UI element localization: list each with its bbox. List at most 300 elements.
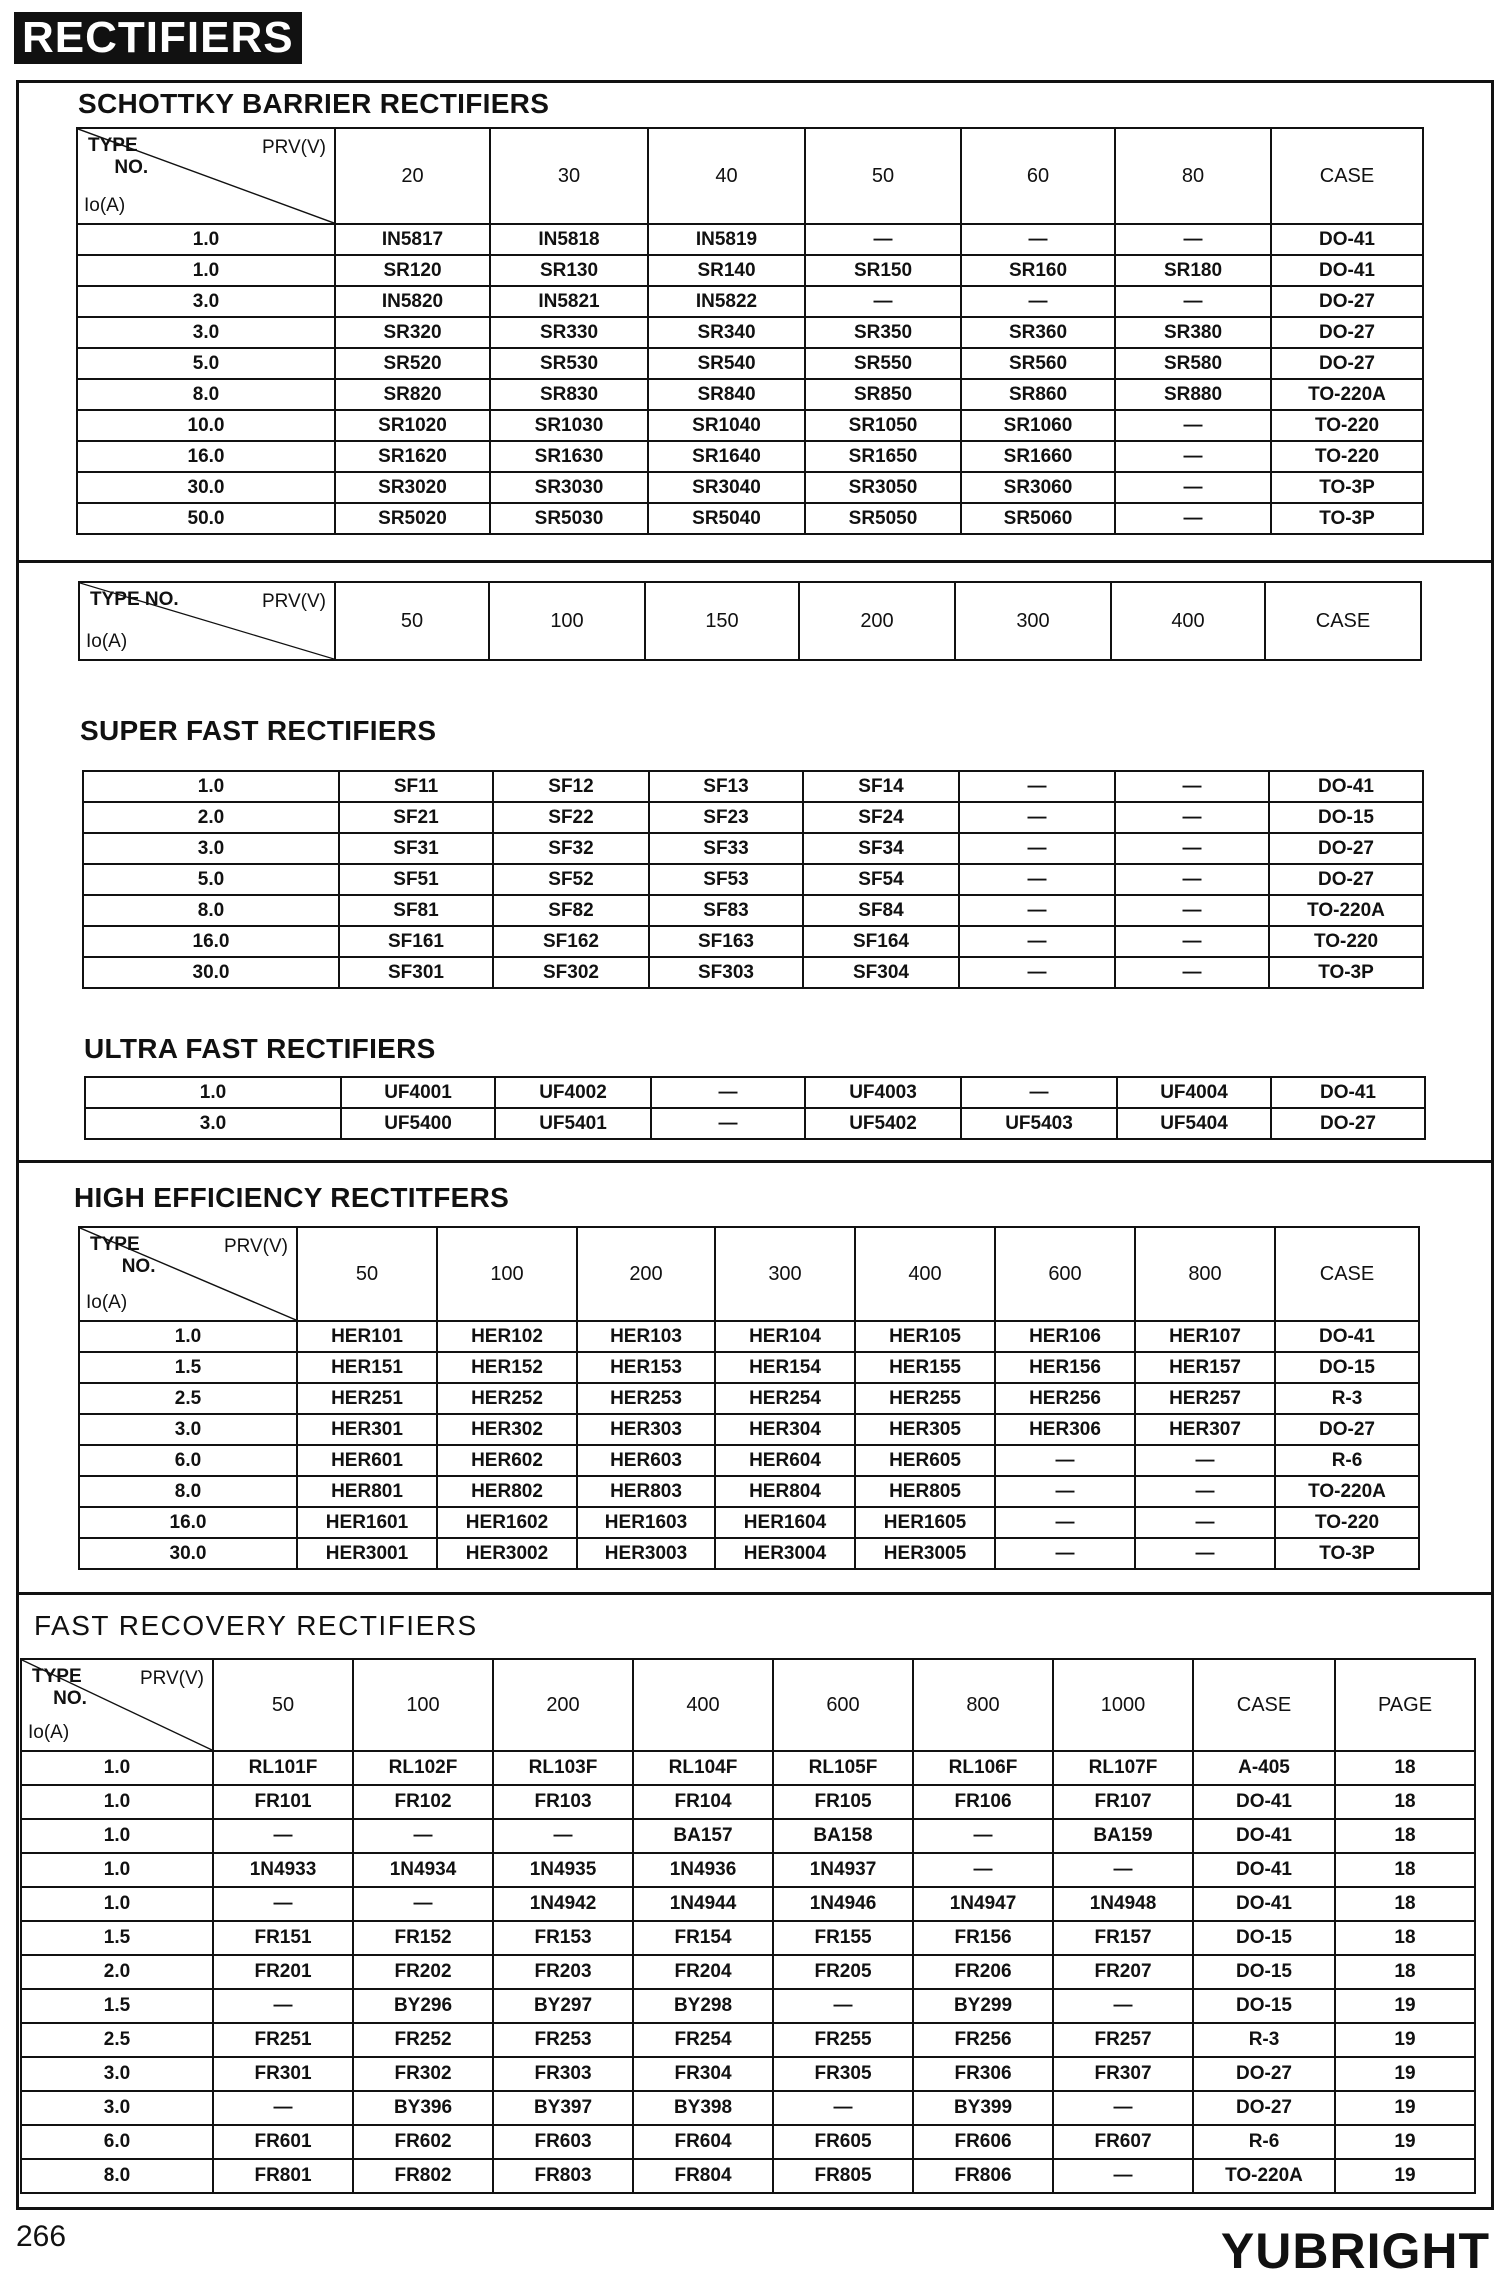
table-row: [77, 410, 1423, 441]
table-cell: DO-27: [1269, 864, 1423, 895]
table-cell: BY399: [913, 2091, 1053, 2125]
table-cell: TO-220A: [1193, 2159, 1335, 2193]
table-cell: DO-15: [1193, 1921, 1335, 1955]
table-cell: BA157: [633, 1819, 773, 1853]
table-cell: HER304: [715, 1414, 855, 1445]
io-cell: 8.0: [21, 2159, 213, 2193]
table-cell: SR1040: [648, 410, 805, 441]
table-cell: FR303: [493, 2057, 633, 2091]
table-cell: UF5401: [495, 1108, 651, 1139]
table-cell: SF21: [339, 802, 493, 833]
table-cell: HER3005: [855, 1538, 995, 1569]
table-cell: HER804: [715, 1476, 855, 1507]
table-cell: SF52: [493, 864, 649, 895]
table-cell: SR540: [648, 348, 805, 379]
table-row: [83, 957, 1423, 988]
table-cell: FR802: [353, 2159, 493, 2193]
table-cell: RL106F: [913, 1751, 1053, 1785]
table-cell: HER252: [437, 1383, 577, 1414]
table-row: [83, 802, 1423, 833]
table-cell: HER1604: [715, 1507, 855, 1538]
table-cell: 19: [1335, 2159, 1475, 2193]
table-cell: HER303: [577, 1414, 715, 1445]
table-cell: —: [1115, 802, 1269, 833]
column-header: 50: [213, 1659, 353, 1751]
table-row: [77, 286, 1423, 317]
column-header: 30: [490, 128, 648, 224]
table-cell: FR301: [213, 2057, 353, 2091]
table-cell: TO-220A: [1275, 1476, 1419, 1507]
table-cell: HER152: [437, 1352, 577, 1383]
io-cell: 30.0: [79, 1538, 297, 1569]
table-cell: DO-27: [1271, 286, 1423, 317]
io-cell: 1.0: [85, 1077, 341, 1108]
io-cell: 50.0: [77, 503, 335, 534]
table-cell: UF5404: [1117, 1108, 1271, 1139]
fast-rectifiers-header-table: [78, 581, 1422, 661]
table-cell: —: [1053, 1989, 1193, 2023]
table-cell: FR206: [913, 1955, 1053, 1989]
table-cell: HER101: [297, 1321, 437, 1352]
table-cell: HER601: [297, 1445, 437, 1476]
prv-label: PRV(V): [261, 591, 326, 612]
table-cell: BY397: [493, 2091, 633, 2125]
table-cell: SR160: [961, 255, 1115, 286]
table-cell: FR604: [633, 2125, 773, 2159]
table-cell: SF33: [649, 833, 803, 864]
io-cell: 3.0: [83, 833, 339, 864]
table-cell: —: [1115, 864, 1269, 895]
table-cell: HER803: [577, 1476, 715, 1507]
table-cell: FR805: [773, 2159, 913, 2193]
table-cell: RL107F: [1053, 1751, 1193, 1785]
table-cell: FR305: [773, 2057, 913, 2091]
table-row: [21, 1751, 1475, 1785]
io-cell: 1.0: [79, 1321, 297, 1352]
fast-recovery-title: FAST RECOVERY RECTIFIERS: [34, 1610, 478, 1641]
table-cell: FR153: [493, 1921, 633, 1955]
table-cell: SR3040: [648, 472, 805, 503]
table-cell: HER1602: [437, 1507, 577, 1538]
column-header: 100: [437, 1227, 577, 1321]
table-cell: SR840: [648, 379, 805, 410]
table-cell: SR340: [648, 317, 805, 348]
table-cell: DO-27: [1275, 1414, 1419, 1445]
table-cell: RL104F: [633, 1751, 773, 1785]
table-cell: HER107: [1135, 1321, 1275, 1352]
table-cell: —: [995, 1538, 1135, 1569]
table-cell: HER604: [715, 1445, 855, 1476]
table-cell: IN5820: [335, 286, 490, 317]
table-cell: —: [1115, 286, 1271, 317]
table-cell: —: [995, 1476, 1135, 1507]
table-cell: RL105F: [773, 1751, 913, 1785]
table-cell: A-405: [1193, 1751, 1335, 1785]
table-cell: HER3003: [577, 1538, 715, 1569]
io-cell: 8.0: [79, 1476, 297, 1507]
table-cell: —: [1115, 957, 1269, 988]
table-cell: SR1640: [648, 441, 805, 472]
table-cell: —: [353, 1887, 493, 1921]
table-cell: HER105: [855, 1321, 995, 1352]
ultra-fast-table: [84, 1076, 1426, 1140]
table-cell: —: [959, 771, 1115, 802]
table-row: [21, 2023, 1475, 2057]
table-cell: FR151: [213, 1921, 353, 1955]
page-number: 266: [16, 2220, 67, 2253]
table-cell: FR105: [773, 1785, 913, 1819]
table-row: [77, 472, 1423, 503]
table-cell: 18: [1335, 1921, 1475, 1955]
table-cell: HER104: [715, 1321, 855, 1352]
table-row: [83, 895, 1423, 926]
column-header: 150: [645, 582, 799, 660]
io-cell: 10.0: [77, 410, 335, 441]
table-cell: TO-3P: [1271, 472, 1423, 503]
table-cell: 1N4948: [1053, 1887, 1193, 1921]
io-cell: 1.0: [77, 255, 335, 286]
table-cell: HER156: [995, 1352, 1135, 1383]
table-cell: —: [913, 1819, 1053, 1853]
table-cell: —: [1115, 503, 1271, 534]
table-cell: FR605: [773, 2125, 913, 2159]
table-cell: UF5400: [341, 1108, 495, 1139]
table-cell: —: [1115, 472, 1271, 503]
table-row: [79, 1321, 1419, 1352]
table-cell: IN5817: [335, 224, 490, 255]
table-cell: SF51: [339, 864, 493, 895]
table-cell: R-3: [1275, 1383, 1419, 1414]
table-row: [77, 503, 1423, 534]
table-cell: —: [213, 1819, 353, 1853]
table-cell: UF4004: [1117, 1077, 1271, 1108]
table-row: [79, 1445, 1419, 1476]
table-cell: —: [805, 286, 961, 317]
table-cell: SF22: [493, 802, 649, 833]
high-efficiency-table: [78, 1226, 1420, 1570]
table-cell: —: [959, 864, 1115, 895]
table-cell: SR5030: [490, 503, 648, 534]
table-cell: UF5402: [805, 1108, 961, 1139]
table-cell: SR3020: [335, 472, 490, 503]
table-cell: SF81: [339, 895, 493, 926]
table-row: [77, 348, 1423, 379]
table-cell: —: [1053, 2159, 1193, 2193]
table-cell: FR201: [213, 1955, 353, 1989]
table-cell: TO-3P: [1271, 503, 1423, 534]
table-cell: FR202: [353, 1955, 493, 1989]
column-header: 400: [633, 1659, 773, 1751]
table-cell: HER1601: [297, 1507, 437, 1538]
table-cell: FR157: [1053, 1921, 1193, 1955]
io-label: Io(A): [28, 1722, 70, 1743]
table-cell: —: [959, 833, 1115, 864]
io-cell: 1.0: [83, 771, 339, 802]
table-cell: BY298: [633, 1989, 773, 2023]
table-row: [85, 1108, 1425, 1139]
table-cell: TO-220: [1275, 1507, 1419, 1538]
table-cell: SR5040: [648, 503, 805, 534]
table-cell: —: [1115, 771, 1269, 802]
table-cell: 19: [1335, 2023, 1475, 2057]
table-cell: SR880: [1115, 379, 1271, 410]
io-cell: 8.0: [77, 379, 335, 410]
table-cell: SF54: [803, 864, 959, 895]
table-cell: 1N4946: [773, 1887, 913, 1921]
table-row: [21, 2125, 1475, 2159]
table-row: [21, 1955, 1475, 1989]
table-cell: TO-220A: [1269, 895, 1423, 926]
table-cell: 19: [1335, 2057, 1475, 2091]
io-cell: 3.0: [77, 286, 335, 317]
table-cell: —: [805, 224, 961, 255]
io-cell: 1.0: [21, 1853, 213, 1887]
column-header: 400: [1111, 582, 1265, 660]
table-cell: FR104: [633, 1785, 773, 1819]
column-header: 100: [489, 582, 645, 660]
table-cell: SR530: [490, 348, 648, 379]
table-cell: TO-220: [1269, 926, 1423, 957]
table-row: [79, 1414, 1419, 1445]
table-cell: TO-220: [1271, 441, 1423, 472]
table-row: [21, 1819, 1475, 1853]
table-cell: FR253: [493, 2023, 633, 2057]
table-cell: SR3030: [490, 472, 648, 503]
table-cell: SF84: [803, 895, 959, 926]
table-cell: SF32: [493, 833, 649, 864]
table-cell: —: [961, 286, 1115, 317]
table-cell: 1N4937: [773, 1853, 913, 1887]
table-cell: —: [959, 895, 1115, 926]
table-cell: DO-27: [1271, 348, 1423, 379]
table-cell: DO-41: [1271, 224, 1423, 255]
table-cell: SR180: [1115, 255, 1271, 286]
table-cell: SF303: [649, 957, 803, 988]
table-cell: SF53: [649, 864, 803, 895]
table-cell: HER302: [437, 1414, 577, 1445]
column-header: 200: [577, 1227, 715, 1321]
table-cell: —: [995, 1507, 1135, 1538]
column-header: 40: [648, 128, 805, 224]
table-cell: —: [1115, 833, 1269, 864]
table-row: [79, 1476, 1419, 1507]
table-cell: FR603: [493, 2125, 633, 2159]
table-cell: SR580: [1115, 348, 1271, 379]
table-cell: —: [1115, 926, 1269, 957]
io-cell: 16.0: [79, 1507, 297, 1538]
table-cell: FR256: [913, 2023, 1053, 2057]
table-row: [21, 1785, 1475, 1819]
table-cell: TO-220: [1271, 410, 1423, 441]
table-cell: HER3002: [437, 1538, 577, 1569]
io-cell: 5.0: [83, 864, 339, 895]
table-cell: —: [651, 1108, 805, 1139]
column-header: 20: [335, 128, 490, 224]
table-row: [83, 771, 1423, 802]
table-row: [83, 864, 1423, 895]
io-cell: 3.0: [79, 1414, 297, 1445]
table-cell: FR205: [773, 1955, 913, 1989]
table-cell: HER155: [855, 1352, 995, 1383]
io-cell: 1.5: [79, 1352, 297, 1383]
table-cell: FR801: [213, 2159, 353, 2193]
table-cell: FR103: [493, 1785, 633, 1819]
table-cell: SR1660: [961, 441, 1115, 472]
table-cell: 1N4933: [213, 1853, 353, 1887]
table-cell: SF13: [649, 771, 803, 802]
table-cell: SR3050: [805, 472, 961, 503]
table-cell: SR1650: [805, 441, 961, 472]
table-cell: —: [959, 957, 1115, 988]
table-cell: FR302: [353, 2057, 493, 2091]
io-cell: 3.0: [21, 2057, 213, 2091]
table-cell: DO-41: [1271, 1077, 1425, 1108]
io-label: Io(A): [86, 631, 128, 652]
column-header: 50: [335, 582, 489, 660]
table-cell: SF12: [493, 771, 649, 802]
table-cell: HER1603: [577, 1507, 715, 1538]
column-header: 60: [961, 128, 1115, 224]
table-cell: 1N4936: [633, 1853, 773, 1887]
table-cell: SR830: [490, 379, 648, 410]
table-cell: 18: [1335, 1819, 1475, 1853]
table-cell: BY299: [913, 1989, 1053, 2023]
table-cell: HER154: [715, 1352, 855, 1383]
table-cell: SR860: [961, 379, 1115, 410]
column-header: 400: [855, 1227, 995, 1321]
table-cell: HER3001: [297, 1538, 437, 1569]
table-cell: IN5819: [648, 224, 805, 255]
column-header: CASE: [1193, 1659, 1335, 1751]
table-cell: 18: [1335, 1955, 1475, 1989]
table-cell: —: [1053, 1853, 1193, 1887]
column-header: 800: [913, 1659, 1053, 1751]
table-cell: SF301: [339, 957, 493, 988]
table-cell: FR204: [633, 1955, 773, 1989]
table-row: [21, 1887, 1475, 1921]
table-cell: HER151: [297, 1352, 437, 1383]
table-row: [79, 1538, 1419, 1569]
table-cell: FR107: [1053, 1785, 1193, 1819]
table-cell: SR5060: [961, 503, 1115, 534]
table-cell: —: [1135, 1538, 1275, 1569]
table-cell: IN5821: [490, 286, 648, 317]
table-cell: SR350: [805, 317, 961, 348]
io-cell: 1.0: [21, 1785, 213, 1819]
table-cell: FR255: [773, 2023, 913, 2057]
table-cell: SR5020: [335, 503, 490, 534]
table-cell: HER254: [715, 1383, 855, 1414]
table-cell: HER157: [1135, 1352, 1275, 1383]
table-cell: 18: [1335, 1853, 1475, 1887]
table-cell: SF14: [803, 771, 959, 802]
table-cell: SR1060: [961, 410, 1115, 441]
table-cell: DO-41: [1193, 1819, 1335, 1853]
table-cell: BY297: [493, 1989, 633, 2023]
table-cell: DO-15: [1269, 802, 1423, 833]
table-cell: —: [773, 2091, 913, 2125]
table-cell: DO-27: [1193, 2057, 1335, 2091]
io-cell: 6.0: [79, 1445, 297, 1476]
column-header: 80: [1115, 128, 1271, 224]
table-row: [83, 926, 1423, 957]
table-cell: HER1605: [855, 1507, 995, 1538]
table-cell: HER301: [297, 1414, 437, 1445]
table-cell: FR156: [913, 1921, 1053, 1955]
table-cell: FR806: [913, 2159, 1053, 2193]
table-cell: FR254: [633, 2023, 773, 2057]
section-divider: [16, 560, 1494, 563]
io-cell: 1.5: [21, 1989, 213, 2023]
table-cell: HER255: [855, 1383, 995, 1414]
table-cell: HER603: [577, 1445, 715, 1476]
prv-label: PRV(V): [223, 1236, 288, 1257]
io-cell: 2.0: [21, 1955, 213, 1989]
column-header: CASE: [1275, 1227, 1419, 1321]
column-header: 600: [773, 1659, 913, 1751]
table-cell: HER102: [437, 1321, 577, 1352]
table-cell: FR154: [633, 1921, 773, 1955]
table-cell: HER103: [577, 1321, 715, 1352]
table-cell: DO-15: [1193, 1955, 1335, 1989]
table-cell: SR550: [805, 348, 961, 379]
table-cell: DO-27: [1271, 1108, 1425, 1139]
table-cell: FR607: [1053, 2125, 1193, 2159]
table-cell: HER3004: [715, 1538, 855, 1569]
table-cell: SF304: [803, 957, 959, 988]
table-cell: HER106: [995, 1321, 1135, 1352]
table-cell: 18: [1335, 1751, 1475, 1785]
table-cell: RL101F: [213, 1751, 353, 1785]
table-cell: SR120: [335, 255, 490, 286]
table-cell: FR602: [353, 2125, 493, 2159]
table-cell: SF302: [493, 957, 649, 988]
high-efficiency-title: HIGH EFFICIENCY RECTITFERS: [74, 1182, 510, 1213]
table-cell: R-6: [1275, 1445, 1419, 1476]
type-label: TYPE NO.: [90, 1234, 156, 1277]
table-cell: HER805: [855, 1476, 995, 1507]
io-cell: 3.0: [85, 1108, 341, 1139]
table-cell: SF23: [649, 802, 803, 833]
type-label: TYPE NO.: [32, 1666, 87, 1709]
table-cell: 19: [1335, 2091, 1475, 2125]
table-cell: —: [1135, 1445, 1275, 1476]
table-cell: SF34: [803, 833, 959, 864]
table-cell: SF83: [649, 895, 803, 926]
table-cell: —: [1135, 1476, 1275, 1507]
table-cell: FR257: [1053, 2023, 1193, 2057]
column-header: 600: [995, 1227, 1135, 1321]
table-cell: HER256: [995, 1383, 1135, 1414]
table-cell: FR601: [213, 2125, 353, 2159]
table-cell: SF24: [803, 802, 959, 833]
column-header: CASE: [1265, 582, 1421, 660]
table-row: [21, 2091, 1475, 2125]
table-cell: FR203: [493, 1955, 633, 1989]
table-cell: SR1030: [490, 410, 648, 441]
io-cell: 1.0: [21, 1887, 213, 1921]
table-cell: DO-41: [1275, 1321, 1419, 1352]
table-cell: HER605: [855, 1445, 995, 1476]
table-cell: FR102: [353, 1785, 493, 1819]
table-cell: SR520: [335, 348, 490, 379]
table-cell: HER257: [1135, 1383, 1275, 1414]
table-cell: DO-41: [1269, 771, 1423, 802]
table-cell: —: [353, 1819, 493, 1853]
table-cell: HER305: [855, 1414, 995, 1445]
io-cell: 2.0: [83, 802, 339, 833]
table-cell: R-3: [1193, 2023, 1335, 2057]
